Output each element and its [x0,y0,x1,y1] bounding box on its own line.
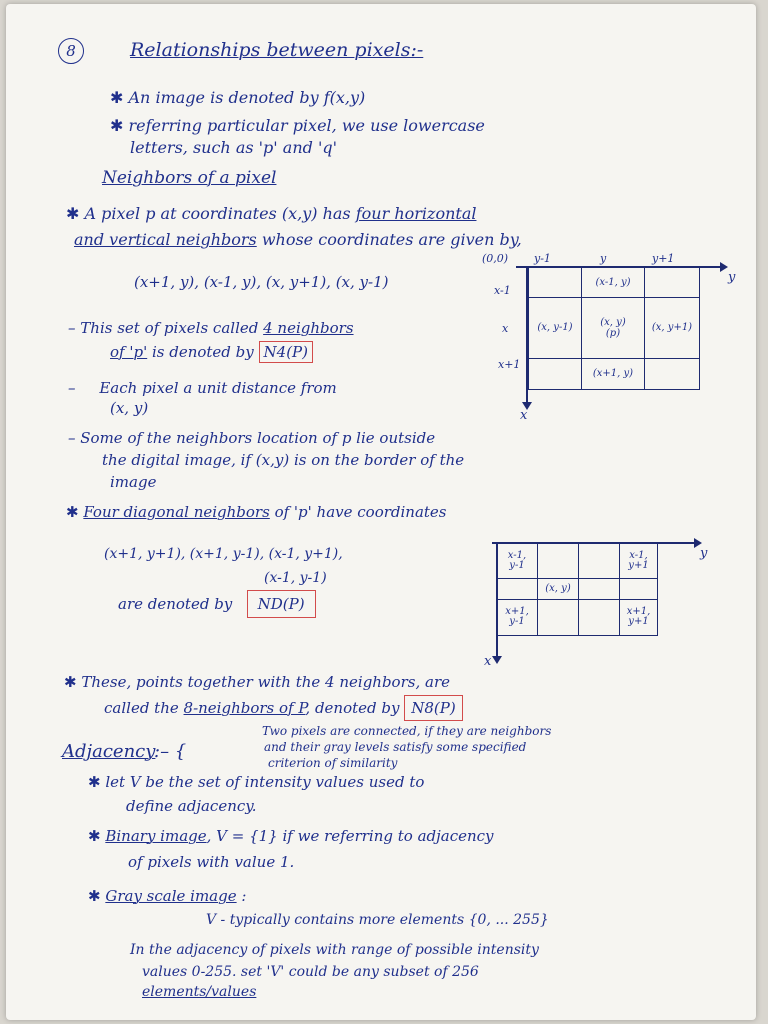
four-neighbors-coords: (x+1, y), (x-1, y), (x, y+1), (x, y-1) [134,273,389,291]
gray-scale-line-4: elements/values [142,984,257,1000]
grid2-x-axis-label: x [484,654,492,669]
neighbors-heading: Neighbors of a pixel [102,168,277,188]
gray-scale-line-3: values 0-255. set 'V' could be any subset of 256 [142,964,479,980]
grid1-col-label: y [600,252,607,265]
grid1-x-axis-label: x [520,408,528,423]
grid1-cell: (x, y-1) [529,298,582,358]
grid1-table [528,266,700,390]
diagonal-coords-1: (x+1, y+1), (x+1, y-1), (x-1, y+1), [104,546,343,562]
grid2-table [496,542,658,636]
grid1-col-label: y+1 [652,252,675,265]
intro-line-2: ✱ referring particular pixel, we use lowercase [110,116,485,135]
grid2-cell: x+1, y-1 [497,599,538,635]
grid2-cell: x-1, y-1 [497,543,538,579]
unit-distance-line-1: – Each pixel a unit distance from [68,379,337,397]
grid2-cell [620,579,658,600]
adjacency-note-2: and their gray levels satisfy some specified [264,740,527,754]
intro-line-3: letters, such as 'p' and 'q' [130,138,337,157]
set-line-2: of 'p' is denoted by N4(P) [110,342,313,362]
section-number: 8 [58,38,84,64]
grid2-cell [579,579,620,600]
grid1-cell: (x-1, y) [582,267,645,298]
grid1-cell [645,267,700,298]
grid1-cell [645,358,700,389]
grid1-row-label: x+1 [498,358,521,371]
outside-line-3: image [110,473,157,491]
four-neighbors-line-1: ✱ A pixel p at coordinates (x,y) has four horizontal [66,204,477,223]
four-neighbors-line-2: and vertical neighbors whose coordinates are given by, [74,230,522,249]
grid2-y-axis-label: y [700,546,708,561]
set-line-1: – This set of pixels called 4 neighbors [68,319,354,337]
adjacency-v-line-2: define adjacency. [126,797,257,815]
grid1-row-label: x [502,322,509,335]
grid2-cell [579,599,620,635]
page-title: Relationships between pixels:- [130,39,424,61]
grid2-cell: x+1, y+1 [620,599,658,635]
grid1-y-axis-label: y [728,270,736,285]
binary-image-line-2: of pixels with value 1. [128,853,295,871]
gray-scale-line-1: V - typically contains more elements {0, ... 255} [206,912,549,928]
grid1-cell [529,267,582,298]
grid2-center-cell: (x, y) [538,579,579,600]
adjacency-note-3: criterion of similarity [268,756,398,770]
grid2-cell: x-1, y+1 [620,543,658,579]
binary-image-line: ✱ Binary image, V = {1} if we referring to adjacency [88,827,494,845]
grid1-center-cell: (x, y) (p) [582,298,645,358]
grid1-cell: (x+1, y) [582,358,645,389]
diagonal-heading: ✱ Four diagonal neighbors of 'p' have coordinates [66,503,447,521]
eight-neighbors-line-1: ✱ These, points together with the 4 neighbors, are [64,673,450,691]
adjacency-note-1: Two pixels are connected, if they are neighbors [262,724,552,738]
adjacency-v-line-1: ✱ let V be the set of intensity values used to [88,773,425,791]
grid2-cell [497,579,538,600]
grid2-cell [579,543,620,579]
eight-neighbors-line-2: called the 8-neighbors of P, denoted by N8(P) [104,698,463,718]
n8-notation: N8(P) [404,695,462,721]
adjacency-heading: Adjacency [62,741,156,762]
grid1-cell [529,358,582,389]
gray-scale-line-2: In the adjacency of pixels with range of possible intensity [130,942,539,958]
diagonal-coords-2: (x-1, y-1) [264,570,327,586]
grid2-cell [538,543,579,579]
intro-line-1: ✱ An image is denoted by f(x,y) [110,88,366,107]
gray-scale-heading: ✱ Gray scale image : [88,887,247,905]
grid2-cell [538,599,579,635]
outside-line-2: the digital image, if (x,y) is on the border of the [102,451,465,469]
grid1-row-label: x-1 [494,284,511,297]
diagonal-denoted: are denoted by ND(P) [118,594,316,614]
n4-notation: N4(P) [259,341,313,363]
unit-distance-line-2: (x, y) [110,399,149,417]
outside-line-1: – Some of the neighbors location of p lie outside [68,429,436,447]
adjacency-colon: :– { [154,741,187,762]
grid1-col-label: y-1 [534,252,551,265]
grid1-origin: (0,0) [482,252,509,265]
grid1-cell: (x, y+1) [645,298,700,358]
notebook-page [6,4,756,1020]
nd-notation: ND(P) [247,590,316,618]
